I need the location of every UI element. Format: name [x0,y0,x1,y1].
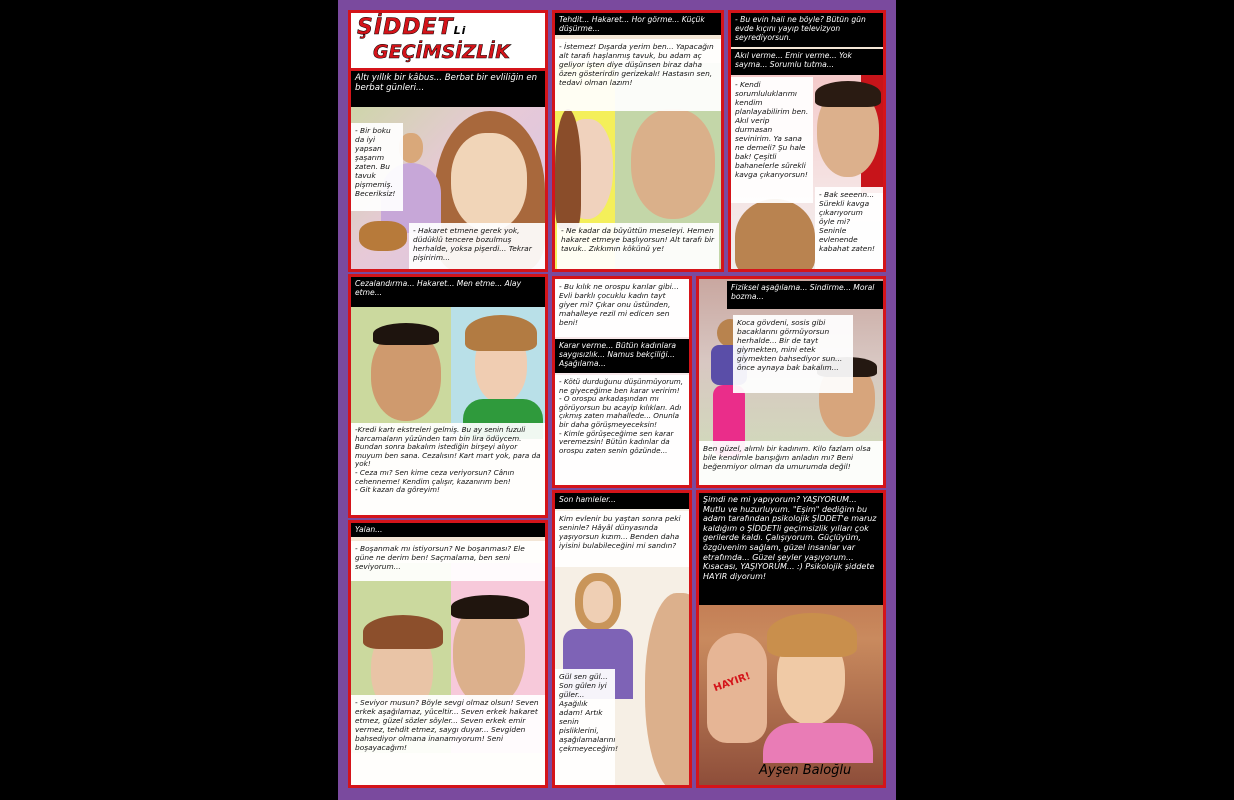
panel-9-caption: Şimdi ne mi yapıyorum? YAŞIYORUM... Mutlu ve huzurluyum. "Eşim" dediğim bu adam tarafından psikolojik ŞİDDET'e maruz kaldığım o ŞİDDETli geçimsizlik yılları çok gerilerde kaldı. Çalışıyorum. Güçlüyüm, özgüvenim sağlam, güzel insanlar var etrafımda... Güzel şeyler yaşıyorum... Kısacası, YAŞIYORUM... :) Psikolojik şiddete HAYIR diyorum! [699,493,883,605]
signature: Ayşen Baloğlu [759,763,852,778]
panel-5-bubble-1: - Bu kılık ne orospu karılar gibi... Evli barklı çocuklu kadın tayt giyer mi? Çıkar onu üstünden, mahalleye rezil mi edicen sen beni! [555,279,689,337]
panel-2 [552,10,724,272]
panel-4-bubble: -Kredi kartı ekstreleri gelmiş. Bu ay senin fuzuli harcamaların yüzünden tam bin lira ödüycem. Bundan sonra bakalım istediğin birşeyi alıyor muyum ben sana. Cezalısın! Kart mart yok, para da yok! - Ceza mı? Sen kime ceza veriyorsun? Cânın cehenneme! Kendim çalışır, kazanırım ben! - Git kazan da göreyim! [351,423,545,515]
man-angry-face [631,109,715,219]
panel-5-bubble-2: - Kötü durduğunu düşünmüyorum, ne giyeceğime ben karar veririm! - O orospu arkadaşından mı görüyorsun bu acayip kılıkları. Adı çıkmış zaten mahallede... Onunla bir daha görüşmeyeceksin! - Kimle görüşeceğime sen karar veremezsin! Bütün kadınlar da orospu zaten senin gözünde... [555,375,689,485]
panel-1 [348,68,548,272]
woman-face [451,133,527,231]
raised-hand [707,633,767,743]
panel-6 [696,276,886,488]
panel-7-caption: Yalan... [351,523,545,537]
panel-1-caption: Altı yıllık bir kâbus... Berbat bir evliliğin en berbat günleri... [351,71,548,107]
panel-7 [348,520,548,788]
panel-4 [348,274,548,518]
panel-7-bubble-2: - Seviyor musun? Böyle sevgi olmaz olsun! Seven erkek aşağılamaz, yüceltir... Seven erkek hakaret etmez, güzel sözler söyler... Seven erkek emir vermez, tehdit etmez, saygı duyar... Sevgiden bahsediyor olmana inanamıyorum! Seni boşayacağım! [351,695,545,785]
title-suffix: Li [453,24,467,37]
hand-text: HAYIR! [712,670,753,695]
panel-8-bubble-2: Gül sen gül... Son gülen iyi güler... Aşağılık adam! Artık senin pisliklerini, aşağılamalarını çekmeyeceğim! [555,669,615,785]
panel-9 [696,490,886,788]
panel-8 [552,490,692,788]
title-line1: ŞİDDET [357,15,454,40]
panel-8-bubble-1: Kim evlenir bu yaştan sonra peki seninle? Hâyâl dünyasında yaşıyorsun kızım... Benden daha iyisini bulabileceğini mi sandın? [555,511,689,567]
panel-3-bubble-1: - Kendi sorumluluklarımı kendim planlayabilirim ben. Akıl verip durmasan sevinirim. Ya sana ne demeli? Şu hale bak! Çeşitli bahanelerle sürekli kavga çıkarıyorsun! [731,77,813,203]
panel-8-caption: Son hamleler... [555,493,689,509]
panel-1-bubble-1: - Bir boku da iyi yapsan şaşarım zaten. Bu tavuk pişmemiş. Beceriksiz! [351,123,403,211]
panel-4-caption: Cezalandırma... Hakaret... Men etme... Alay etme... [351,277,545,307]
panel-3-caption-2: Akıl verme... Emir verme... Yok sayma... Sorumlu tutma... [731,49,883,75]
panel-5-caption: Karar verme... Bütün kadınlara saygısızlık... Namus bekçiliği... Aşağılama... [555,339,689,373]
panel-3 [728,10,886,272]
panel-2-caption: Tehdit... Hakaret... Hor görme... Küçük düşürme... [555,13,721,35]
panel-3-bubble-2: - Bak seeenn... Sürekli kavga çıkarıyorum öyle mi? Seninle evlenende kabahat zaten! [815,187,883,269]
man-laughing-face [645,593,692,788]
panel-7-bubble-1: - Boşanmak mı istiyorsun? Ne boşanması? Ele güne ne derim ben! Saçmalama, ben seni seviyorum... [351,541,545,581]
comic-title [348,10,548,72]
woman-back-hair [735,199,815,272]
panel-6-bubble-2: Ben güzel, alımlı bir kadınım. Kilo fazlam olsa bile kendimle barışığım anladın mı? Beni beğenmiyor olman da umurumda değil! [699,441,883,485]
panel-6-caption: Fiziksel aşağılama... Sindirme... Moral bozma... [727,281,883,309]
panel-2-bubble-2: - Ne kadar da büyüttün meseleyi. Hemen hakaret etmeye başlıyorsun! Alt tarafı bir tavuk.. Zıkkımın kökünü ye! [557,223,719,269]
panel-2-bubble-1: - İstemez! Dışarda yerim ben... Yapacağın alt tarafı haşlanmış tavuk, bu adam aç geliyor işten diye düşünsen biraz daha özen gösterirdin gerizekalı! Hastasın sen, tedavi olman lazım! [555,39,721,111]
panel-3-caption-1: - Bu evin hali ne böyle? Bütün gün evde kıçını yayıp televizyon seyrediyorsun. [731,13,883,47]
title-line2: GEÇİMSİZLİK [373,41,510,63]
panel-1-bubble-2: - Hakaret etmene gerek yok, düdüklü tencere bozulmuş herhalde, yoksa pişerdi... Tekrar pişiririm... [409,223,548,269]
panel-5 [552,276,692,488]
panel-6-bubble-1: Koca gövdeni, sosis gibi bacaklarını görmüyorsun herhalde... Bir de tayt giymekten, mini etek giymekten bahsediyor sun... önce aynaya bak bakalım... [733,315,853,393]
comic-page [338,0,896,800]
